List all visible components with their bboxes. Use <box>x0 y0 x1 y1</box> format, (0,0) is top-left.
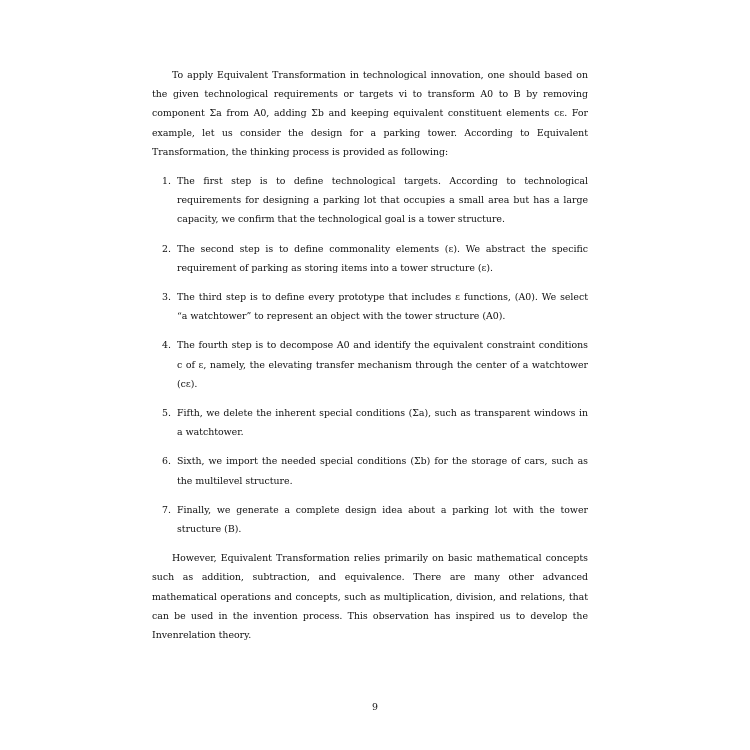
step-text: Finally, we generate a complete design idea about a parking lot with the tower structure (B). <box>177 504 588 536</box>
list-item-step-5 <box>152 404 588 442</box>
step-text: Sixth, we import the needed special conditions (Σb) for the storage of cars, such as the multilevel structure. <box>177 456 588 487</box>
step-number: 2. <box>162 243 171 255</box>
steps-list <box>152 172 588 539</box>
page-body <box>152 66 588 645</box>
step-text: The first step is to define technological targets. According to technological requirements for designing a parking lot that occupies a small area but has a large capacity, we confirm that the technological goal is a tower structure. <box>177 176 588 226</box>
page-number: 9 <box>372 702 378 713</box>
list-item-step-7 <box>152 501 588 539</box>
step-text: Fifth, we delete the inherent special conditions (Σa), such as transparent windows in a watchtower. <box>177 408 588 439</box>
list-item-step-6 <box>152 452 588 490</box>
list-item-step-4 <box>152 336 588 394</box>
closing-paragraph: However, Equivalent Transformation relies primarily on basic mathematical concepts such as addition, subtraction, and equivalence. There are many other advanced mathematical operations and concepts, such as multiplication, division, and relations, that can be used in the invention process. This observation has inspired us to develop the Invenrelation theory. <box>152 553 588 642</box>
step-number: 7. <box>162 504 171 516</box>
step-number: 5. <box>162 408 171 420</box>
intro-paragraph: To apply Equivalent Transformation in technological innovation, one should based on the given technological requirements or targets vi to transform A0 to B by removing component Σa from A0, adding Σb and keeping equivalent constituent elements cε. For example, let us consider the design for a parking tower. According to Equivalent Transformation, the thinking process is provided as following: <box>152 70 588 158</box>
step-number: 6. <box>162 456 171 468</box>
list-item-step-3 <box>152 288 588 326</box>
step-text: The third step is to define every prototype that includes ε functions, (A0). We select “a watchtower” to represent an object with the tower structure (A0). <box>177 292 588 323</box>
step-number: 3. <box>162 292 171 304</box>
step-text: The second step is to define commonality elements (ε). We abstract the specific requirement of parking as storing items into a tower structure (ε). <box>177 243 588 274</box>
list-item-step-2 <box>152 240 588 278</box>
step-text: The fourth step is to decompose A0 and identify the equivalent constraint conditions c of ε, namely, the elevating transfer mechanism through the center of a watchtower (cε). <box>177 340 588 390</box>
step-number: 4. <box>162 340 171 352</box>
list-item-step-1 <box>152 172 588 230</box>
step-number: 1. <box>162 176 171 188</box>
